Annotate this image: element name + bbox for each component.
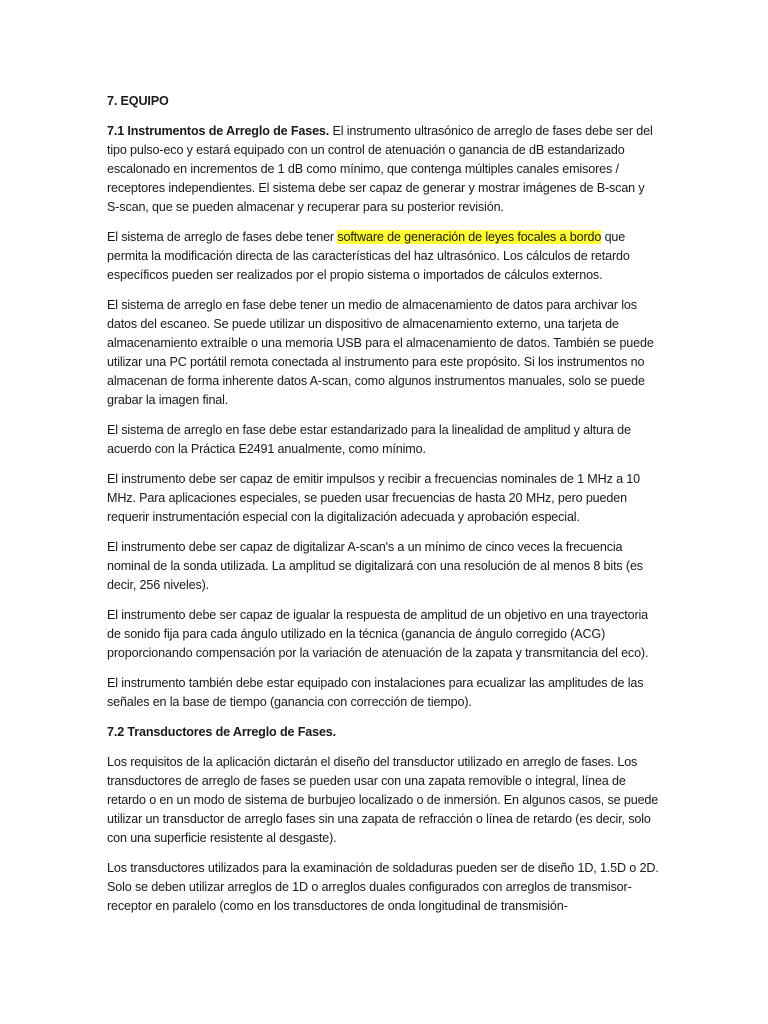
- paragraph-focal-laws-before: El sistema de arreglo de fases debe tener: [107, 230, 338, 244]
- paragraph-linearity: El sistema de arreglo en fase debe estar estandarizado para la linealidad de amplitud y altura de acuerdo con la Práctica E2491 anualmente, como mínimo.: [107, 423, 631, 456]
- paragraph-tcg: El instrumento también debe estar equipado con instalaciones para ecualizar las amplitudes de las señales en la base de tiempo (ganancia con corrección de tiempo).: [107, 676, 644, 709]
- document-page: [107, 92, 660, 916]
- paragraph-frequencies: El instrumento debe ser capaz de emitir impulsos y recibir a frecuencias nominales de 1 MHz a 10 MHz. Para aplicaciones especiales, se pueden usar frecuencias de hasta 20 MHz, pero pueden requerir instrumentación especial con la digitalización adecuada y aprobación especial.: [107, 472, 640, 524]
- highlighted-text: software de generación de leyes focales a bordo: [337, 230, 602, 244]
- section-heading: 7. EQUIPO: [107, 94, 169, 108]
- subheading-7-2: 7.2 Transductores de Arreglo de Fases.: [107, 725, 337, 739]
- paragraph-digitization: El instrumento debe ser capaz de digitalizar A-scan's a un mínimo de cinco veces la frecuencia nominal de la sonda utilizada. La amplitud se digitalizará con una resolución de al menos 8 bits (es decir, 256 niveles).: [107, 540, 643, 592]
- paragraph-7-1-text: El instrumento ultrasónico de arreglo de fases debe ser del tipo pulso-eco y estará equipado con un control de atenuación o ganancia de dB estandarizado escalonado en incrementos de 1 dB como mínimo, que contenga múltiples canales emisores / receptores independientes. El sistema debe ser capaz de generar y mostrar imágenes de B-scan y S-scan, que se pueden almacenar y recuperar para su posterior revisión.: [107, 124, 653, 214]
- paragraph-focal-laws-after: que permita la modificación directa de las características del haz ultrasónico. Los cálculos de retardo específicos pueden ser realizados por el propio sistema o importados de cálculos externos.: [107, 230, 630, 282]
- subheading-7-1: 7.1 Instrumentos de Arreglo de Fases.: [107, 124, 330, 138]
- paragraph-7-1: [107, 122, 660, 217]
- paragraph-focal-laws: [107, 228, 660, 285]
- paragraph-transducer-types: Los transductores utilizados para la examinación de soldaduras pueden ser de diseño 1D, 1.5D o 2D. Solo se deben utilizar arreglos de 1D o arreglos duales configurados con arreglos de transmisor-receptor en paralelo (como en los transductores de onda longitudinal de transmisión-: [107, 861, 659, 913]
- paragraph-transducer-design: Los requisitos de la aplicación dictarán el diseño del transductor utilizado en arreglo de fases. Los transductores de arreglo de fases se pueden usar con una zapata removible o integral, línea de retardo o en un modo de sistema de burbujeo localizado o de inmersión. En algunos casos, se puede utilizar un transductor de arreglo fases sin una zapata de refracción o línea de retardo (es decir, solo con una superficie resistente al desgaste).: [107, 755, 659, 845]
- paragraph-acg: El instrumento debe ser capaz de igualar la respuesta de amplitud de un objetivo en una trayectoria de sonido fija para cada ángulo utilizado en la técnica (ganancia de ángulo corregido (ACG) proporcionando compensación por la variación de atenuación de la zapata y transmitancia del eco).: [107, 608, 649, 660]
- paragraph-data-storage: El sistema de arreglo en fase debe tener un medio de almacenamiento de datos para archivar los datos del escaneo. Se puede utilizar un dispositivo de almacenamiento externo, una tarjeta de almacenamiento extraíble o una memoria USB para el almacenamiento de datos. También se puede utilizar una PC portátil remota conectada al instrumento para este propósito. Si los instrumentos no almacenan de forma inherente datos A-scan, como algunos instrumentos manuales, solo se puede grabar la imagen final.: [107, 298, 654, 407]
